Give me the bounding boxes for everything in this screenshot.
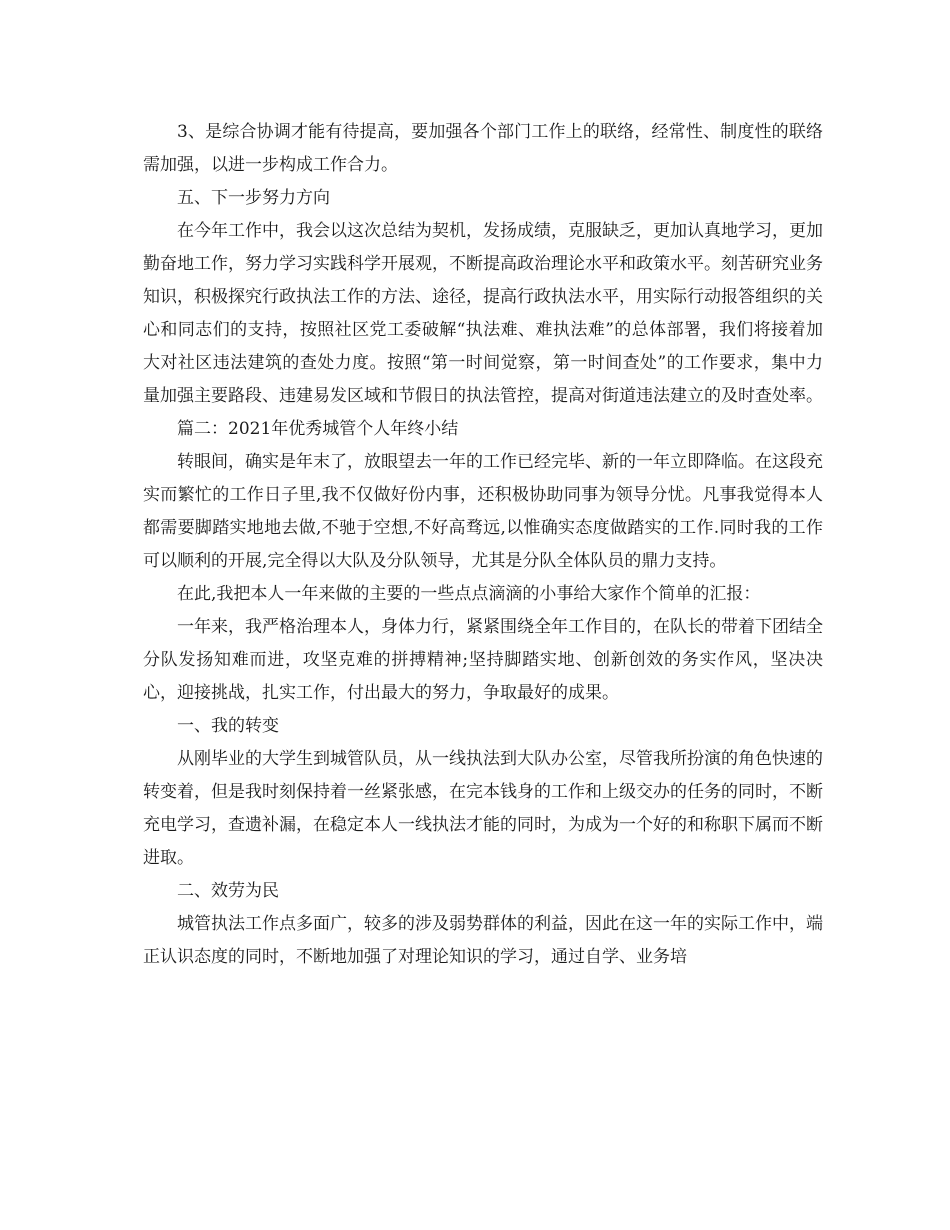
section-heading-my-change: 一、我的转变 <box>177 716 279 736</box>
paragraph-report-lead: 在此,我把本人一年来做的主要的一些点点滴滴的小事给大家作个简单的汇报： <box>177 584 761 604</box>
paragraph-next-steps: 在今年工作中，我会以这次总结为契机，发扬成绩，克服缺乏，更加认真地学习，更加勤奋地工作，努力学习实践科学开展观，不断提高政治理论水平和政策水平。刻苦研究业务知识，积极探究行政执法工作的方法、途径，提高行政执法水平，用实际行动报答组织的关心和同志们的支持，按照社区党工委破解“执法难、难执法难”的总体部署，我们将接着加大对社区违法建筑的查处力度。按照“第一时间觉察，第一时间查处”的工作要求，集中力量加强主要路段、违建易发区域和节假日的执法管控，提高对街道违法建立的及时查处率。 <box>143 221 823 406</box>
article-two-title: 篇二：2021年优秀城管个人年终小结 <box>177 419 459 439</box>
paragraph-year-summary: 一年来，我严格治理本人，身体力行，紧紧围绕全年工作目的，在队长的带着下团结全分队发扬知难而进，攻坚克难的拼搏精神;坚持脚踏实地、创新创效的务实作风，坚决决心，迎接挑战，扎实工作，付出最大的努力，争取最好的成果。 <box>143 617 823 703</box>
paragraph-intro: 转眼间，确实是年末了，放眼望去一年的工作已经完毕、新的一年立即降临。在这段充实而繁忙的工作日子里,我不仅做好份内事，还积极协助同事为领导分忧。凡事我觉得本人都需要脚踏实地地去做,不驰于空想,不好高骛远,以惟确实态度做踏实的工作.同时我的工作可以顺利的开展,完全得以大队及分队领导，尤其是分队全体队员的鼎力支持。 <box>143 452 823 571</box>
section-heading-serve-people: 二、效劳为民 <box>177 881 279 901</box>
paragraph-my-change: 从刚毕业的大学生到城管队员，从一线执法到大队办公室，尽管我所扮演的角色快速的转变着，但是我时刻保持着一丝紧张感，在完本钱身的工作和上级交办的任务的同时，不断充电学习，查遗补漏，在稳定本人一线执法才能的同时，为成为一个好的和称职下属而不断进取。 <box>143 749 823 868</box>
paragraph-item-3: 3、是综合协调才能有待提高，要加强各个部门工作上的联络，经常性、制度性的联络需加强，以进一步构成工作合力。 <box>143 122 823 175</box>
document-body <box>143 116 823 974</box>
paragraph-serve-people: 城管执法工作点多面广，较多的涉及弱势群体的利益，因此在这一年的实际工作中，端正认识态度的同时，不断地加强了对理论知识的学习，通过自学、业务培 <box>143 914 823 967</box>
section-heading-next-steps: 五、下一步努力方向 <box>177 188 330 208</box>
